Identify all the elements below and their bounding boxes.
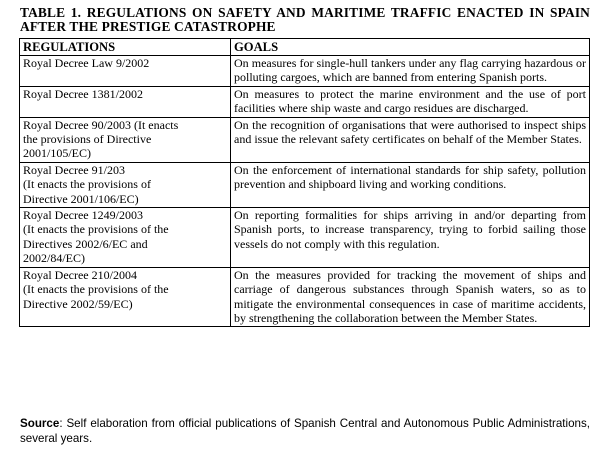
regulation-line: (It enacts the provisions of xyxy=(23,177,151,192)
regulation-line: 2001/105/EC) xyxy=(23,146,91,161)
table-row xyxy=(20,267,590,327)
regulation-cell xyxy=(20,162,231,207)
regulation-cell xyxy=(20,117,231,162)
regulation-line: Directive 2002/59/EC) xyxy=(23,296,133,311)
table-row xyxy=(20,86,590,117)
goal-cell: On measures for single-hull tankers under any flag carrying hazardous or polluting cargoes, which are banned from entering Spanish ports. xyxy=(231,56,590,87)
regulation-line: Royal Decree 90/2003 (It enacts xyxy=(23,117,179,132)
regulation-line: Royal Decree 210/2004 xyxy=(23,267,137,282)
goal-cell: On the enforcement of international standards for ship safety, pollution prevention and shipboard living and working conditions. xyxy=(231,162,590,207)
regulation-cell xyxy=(20,208,231,268)
goal-cell: On measures to protect the marine environment and the use of port facilities where ship waste and cargo residues are discharged. xyxy=(231,86,590,117)
table-row xyxy=(20,56,590,87)
header-regulations: REGULATIONS xyxy=(20,39,231,56)
table-title: TABLE 1. REGULATIONS ON SAFETY AND MARITIME TRAFFIC ENACTED IN SPAIN AFTER THE PRESTIGE CATASTROPHE xyxy=(20,5,590,34)
regulation-cell xyxy=(20,56,231,87)
header-goals: GOALS xyxy=(231,39,590,56)
regulation-cell xyxy=(20,86,231,117)
regulation-line: Directives 2002/6/EC and xyxy=(23,236,148,251)
source-text: : Self elaboration from official publications of Spanish Central and Autonomous Public Administrations, several years. xyxy=(20,417,590,445)
table-body xyxy=(20,56,590,327)
table-row xyxy=(20,208,590,268)
table-row xyxy=(20,162,590,207)
source-note xyxy=(20,416,590,446)
regulations-table xyxy=(19,38,590,327)
regulation-cell xyxy=(20,267,231,327)
goal-cell: On the measures provided for tracking the movement of ships and carriage of dangerous substances through Spanish waters, so as to mitigate the environmental consequences in case of maritime accidents, by strengthening the collaboration between the Member States. xyxy=(231,267,590,327)
regulation-line: (It enacts the provisions of the xyxy=(23,222,169,237)
goal-cell: On reporting formalities for ships arriving in and/or departing from Spanish ports, to increase transparency, trying to forbid sailing those vessels do not comply with this regulation. xyxy=(231,208,590,268)
regulation-line: the provisions of Directive xyxy=(23,132,152,147)
regulation-line: Directive 2001/106/EC) xyxy=(23,191,139,206)
source-label: Source xyxy=(20,417,60,430)
regulation-line: 2002/84/EC) xyxy=(23,251,85,266)
regulation-line: (It enacts the provisions of the xyxy=(23,282,169,297)
table-header-row xyxy=(20,39,590,56)
table-row xyxy=(20,117,590,162)
regulation-line: Royal Decree 91/203 xyxy=(23,162,125,177)
regulation-line: Royal Decree Law 9/2002 xyxy=(23,56,150,70)
goal-cell: On the recognition of organisations that were authorised to inspect ships and issue the relevant safety certificates on behalf of the Member States. xyxy=(231,117,590,162)
regulation-line: Royal Decree 1249/2003 xyxy=(23,208,143,223)
regulation-line: Royal Decree 1381/2002 xyxy=(23,86,143,101)
